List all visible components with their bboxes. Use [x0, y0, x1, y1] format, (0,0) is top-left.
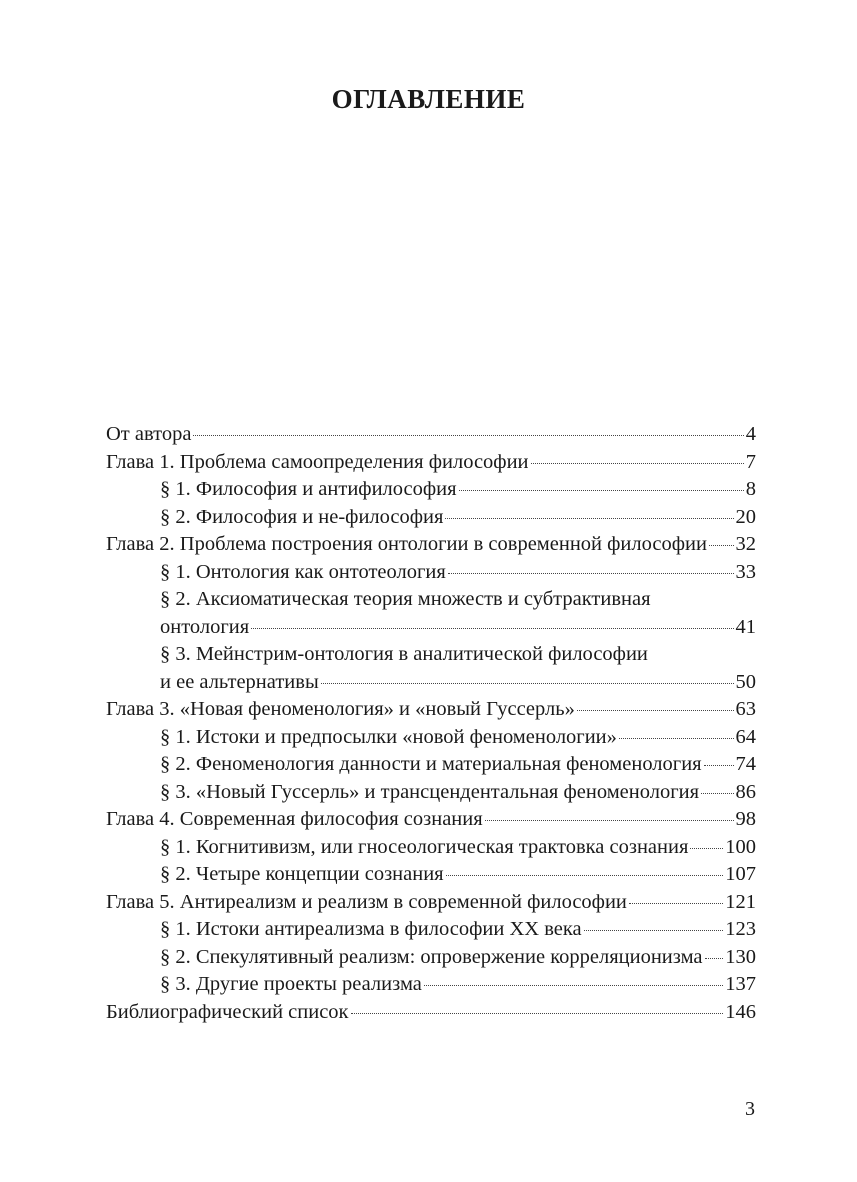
toc-entry-bibliography: [106, 999, 756, 1027]
toc-entry-chapter-1: [106, 449, 756, 477]
toc-entry-page: 8: [745, 478, 756, 500]
toc-entry-section: [106, 504, 756, 532]
toc-entry-page: 41: [735, 615, 756, 638]
toc-entry-title: и ее альтернативы: [160, 670, 319, 693]
toc-entry-page: 130: [725, 945, 756, 968]
toc-entry-title: Глава 1. Проблема самоопределения философии: [106, 450, 529, 473]
dot-leader: [445, 518, 733, 519]
dot-leader: [709, 545, 734, 546]
dot-leader: [424, 985, 723, 986]
toc-entry-page: 137: [725, 973, 756, 995]
dot-leader: [448, 573, 734, 574]
toc-entry-title: Глава 5. Антиреализм и реализм в современной философии: [106, 890, 627, 913]
toc-entry-title-line1: § 2. Аксиоматическая теория множеств и субтрактивная: [160, 588, 651, 610]
toc-entry-title-line1: § 3. Мейнстрим-онтология в аналитической философии: [160, 643, 648, 665]
toc-entry-section: [106, 586, 756, 641]
toc-entry-page: 32: [735, 533, 756, 555]
toc-entry-section: [106, 476, 756, 504]
dot-leader: [705, 958, 724, 959]
toc-entry-page: 86: [735, 780, 756, 803]
dot-leader: [704, 765, 734, 766]
toc-entry-title: Глава 2. Проблема построения онтологии в современной философии: [106, 533, 707, 555]
toc-entry-page: 98: [735, 808, 756, 830]
toc-entry-page: 20: [735, 505, 756, 528]
toc-entry-page: 74: [735, 753, 756, 775]
dot-leader: [531, 463, 744, 464]
toc-entry-title: § 1. Когнитивизм, или гносеологическая трактовка сознания: [160, 835, 689, 858]
toc-entry-title: § 3. «Новый Гуссерль» и трансцендентальная феноменология: [160, 780, 700, 803]
toc-entry-page: 7: [745, 450, 756, 473]
toc-entry-chapter-5: [106, 889, 756, 917]
toc-entry-title: § 1. Истоки и предпосылки «новой феноменологии»: [160, 725, 617, 748]
toc-entry-page: 123: [725, 918, 756, 940]
toc-entry-section: [106, 944, 756, 972]
toc-entry-title: Глава 3. «Новая феноменология» и «новый Гуссерль»: [106, 698, 575, 720]
toc-entry-section: [106, 559, 756, 587]
toc-entry-page: 63: [735, 698, 756, 720]
dot-leader: [251, 628, 733, 629]
toc-entry-title: § 2. Философия и не-философия: [160, 505, 444, 528]
toc-entry-from-author: [106, 421, 756, 449]
toc-entry-section: [106, 916, 756, 944]
toc-entry-page: 4: [745, 423, 756, 445]
toc-entry-title: Глава 4. Современная философия сознания: [106, 808, 483, 830]
dot-leader: [701, 793, 733, 794]
dot-leader: [193, 435, 743, 436]
toc-entry-section: [106, 971, 756, 999]
dot-leader: [584, 930, 724, 931]
toc-entry-title: онтология: [160, 615, 250, 638]
dot-leader: [629, 903, 723, 904]
toc-entry-title: § 2. Четыре концепции сознания: [160, 863, 444, 885]
toc-entry-page: 100: [725, 835, 756, 858]
dot-leader: [690, 848, 723, 849]
toc-entry-page: 107: [725, 863, 756, 885]
dot-leader: [459, 490, 744, 491]
toc-entry-section: [106, 641, 756, 696]
table-of-contents: [106, 421, 756, 1026]
toc-entry-chapter-2: [106, 531, 756, 559]
toc-entry-page: 64: [735, 725, 756, 748]
toc-entry-title: § 1. Истоки антиреализма в философии XX века: [160, 918, 582, 940]
dot-leader: [619, 738, 734, 739]
toc-entry-section: [106, 724, 756, 752]
dot-leader: [351, 1013, 724, 1014]
dot-leader: [577, 710, 734, 711]
toc-entry-chapter-4: [106, 806, 756, 834]
toc-entry-page: 50: [735, 670, 756, 693]
toc-entry-title: От автора: [106, 423, 192, 445]
toc-entry-page: 121: [725, 890, 756, 913]
toc-entry-section: [106, 834, 756, 862]
toc-entry-title: § 1. Философия и антифилософия: [160, 478, 457, 500]
toc-entry-title: § 2. Спекулятивный реализм: опровержение корреляционизма: [160, 945, 703, 968]
toc-entry-title: Библиографический список: [106, 1000, 349, 1023]
dot-leader: [446, 875, 724, 876]
toc-entry-section: [106, 751, 756, 779]
dot-leader: [485, 820, 734, 821]
page-number: 3: [745, 1098, 755, 1120]
toc-entry-page: 33: [735, 560, 756, 583]
toc-entry-section: [106, 779, 756, 807]
toc-entry-title: § 3. Другие проекты реализма: [160, 973, 422, 995]
page-title: ОГЛАВЛЕНИЕ: [331, 84, 526, 114]
toc-entry-chapter-3: [106, 696, 756, 724]
toc-entry-title: § 1. Онтология как онтотеология: [160, 560, 446, 583]
dot-leader: [321, 683, 734, 684]
toc-entry-page: 146: [725, 1000, 756, 1023]
toc-entry-section: [106, 861, 756, 889]
toc-entry-title: § 2. Феноменология данности и материальная феноменология: [160, 753, 702, 775]
